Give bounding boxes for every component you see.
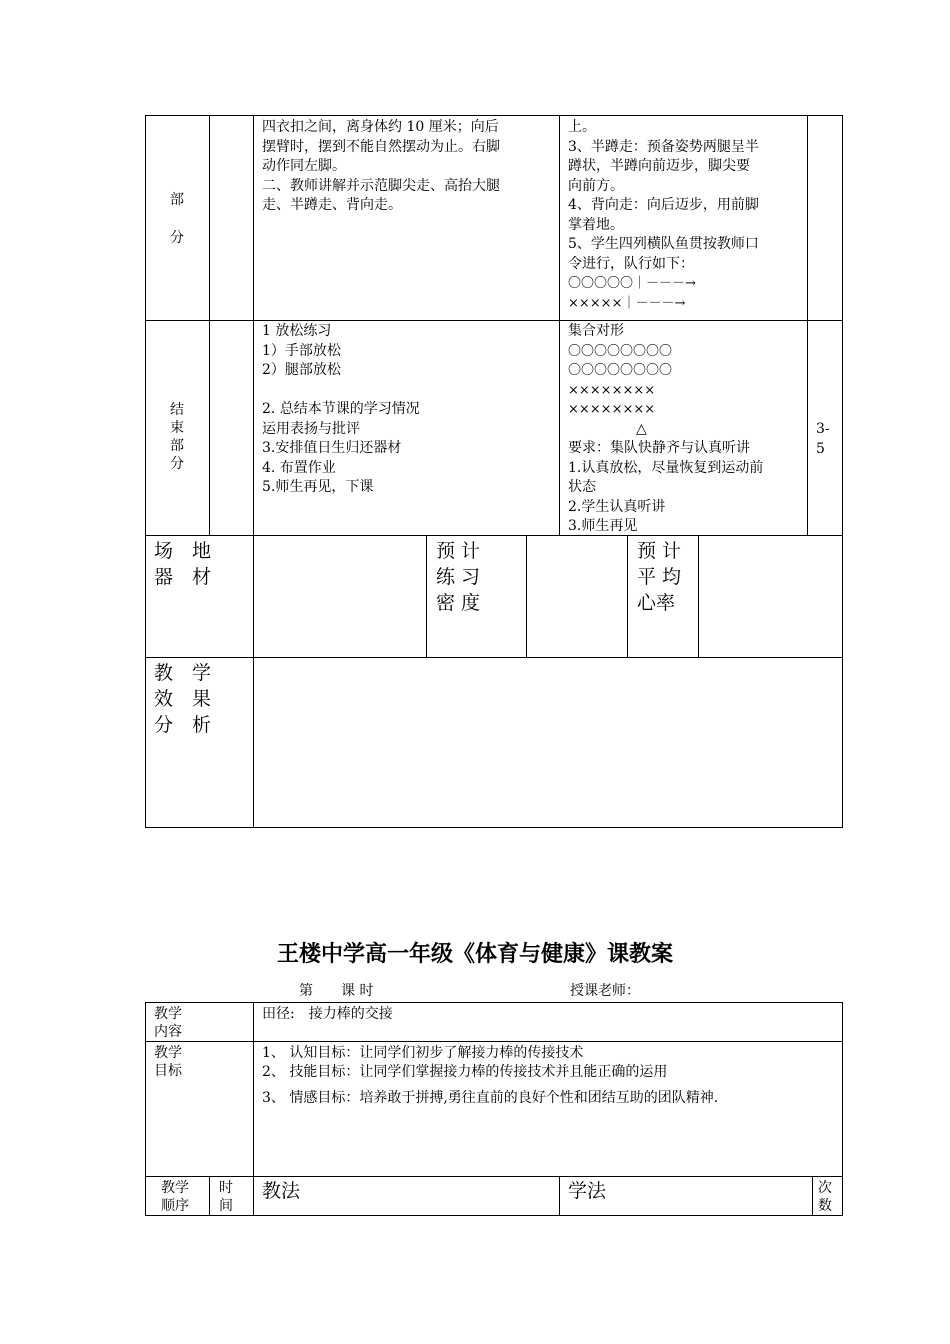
section2-label-char: 结 xyxy=(170,402,184,418)
goal-item: 1、 认知目标：让同学们初步了解接力棒的传接技术 xyxy=(262,1045,584,1061)
method-line: 走、半蹲走、背向走。 xyxy=(262,197,402,213)
formation-line: 〇〇〇〇〇｜－－－→ xyxy=(568,276,696,291)
section2-label-char: 束 xyxy=(170,420,184,436)
time-label: 时 间 xyxy=(219,1180,233,1214)
formation-line: ×××××××× xyxy=(568,402,656,417)
formation-line: 〇〇〇〇〇〇〇〇 xyxy=(568,343,673,359)
section2-label-char: 部 xyxy=(170,438,184,454)
section2-label-char: 分 xyxy=(170,456,184,472)
method-line: 5.师生再见，下课 xyxy=(262,479,374,495)
goal-item: 3、 情感目标：培养敢于拼搏,勇往直前的良好个性和团结互助的团队精神. xyxy=(262,1090,719,1106)
study-line: 上。 xyxy=(568,119,596,135)
study-line: 掌着地。 xyxy=(568,216,624,233)
analysis-label: 教 学 效 果 分 析 xyxy=(154,662,212,736)
study-line: 5、学生四列横队鱼贯按教师口 xyxy=(568,236,759,252)
method-line: 2. 总结本节课的学习情况 xyxy=(262,401,420,417)
teacher-position: △ xyxy=(636,420,647,437)
section1-label-char: 部 xyxy=(170,192,184,208)
method-line: 1）手部放松 xyxy=(262,342,341,359)
order-label: 教学 顺序 xyxy=(161,1180,189,1214)
teacher-label: 授课老师： xyxy=(570,983,640,999)
method-header: 教法 xyxy=(262,1180,301,1202)
formation-line: ×××××｜－－－→ xyxy=(568,295,686,311)
goal-item: 2、 技能目标：让同学们掌握接力棒的传接技术并且能正确的运用 xyxy=(262,1064,668,1080)
study-line: 集合对形 xyxy=(568,323,624,339)
method-line: 1 放松练习 xyxy=(262,323,332,339)
lesson-label: 第 课 时 xyxy=(299,983,374,999)
formation-line: ×××××××× xyxy=(568,382,656,398)
content-label: 教学 内容 xyxy=(154,1006,182,1040)
study-line: 1.认真放松，尽量恢复到运动前 xyxy=(568,459,764,476)
count-label: 次 数 xyxy=(818,1180,832,1214)
study-line: 令进行，队行如下： xyxy=(568,255,694,272)
formation-line: 〇〇〇〇〇〇〇〇 xyxy=(568,363,673,378)
section1-label-char: 分 xyxy=(170,230,184,246)
method-line: 运用表扬与批评 xyxy=(262,420,360,437)
method-line: 四衣扣之间，离身体约 10 厘米；向后 xyxy=(262,119,499,135)
page-title: 王楼中学高一年级《体育与健康》课教案 xyxy=(276,942,673,967)
method-line: 二、教师讲解并示范脚尖走、高抬大腿 xyxy=(262,177,500,194)
method-line: 3.安排值日生归还器材 xyxy=(262,440,402,456)
goals-label: 教学 目标 xyxy=(154,1045,182,1079)
study-line: 向前方。 xyxy=(568,177,624,194)
section2-count: 3- 5 xyxy=(816,421,830,457)
method-line: 摆臂时，摆到不能自然摆动为止。右脚 xyxy=(262,138,500,155)
study-line: 4、背向走：向后迈步，用前脚 xyxy=(568,197,759,213)
method-line: 4. 布置作业 xyxy=(262,459,336,476)
study-line: 3、半蹲走：预备姿势两腿呈半 xyxy=(568,138,759,155)
study-line: 要求：集队快静齐与认真听讲 xyxy=(568,440,750,456)
study-header: 学法 xyxy=(568,1180,607,1202)
heart-rate-label: 预 计 平 均 心率 xyxy=(637,540,682,614)
study-line: 3.师生再见 xyxy=(568,518,638,534)
content-value: 田径: 接力棒的交接 xyxy=(262,1006,393,1022)
density-label: 预 计 练 习 密 度 xyxy=(436,540,481,614)
venue-label: 场 地 器 材 xyxy=(154,540,212,588)
study-line: 2.学生认真听讲 xyxy=(568,498,666,515)
study-line: 状态 xyxy=(568,479,596,495)
method-line: 2）腿部放松 xyxy=(262,362,341,378)
study-line: 蹲状，半蹲向前迈步，脚尖要 xyxy=(568,158,750,174)
method-line: 动作同左脚。 xyxy=(262,158,346,174)
